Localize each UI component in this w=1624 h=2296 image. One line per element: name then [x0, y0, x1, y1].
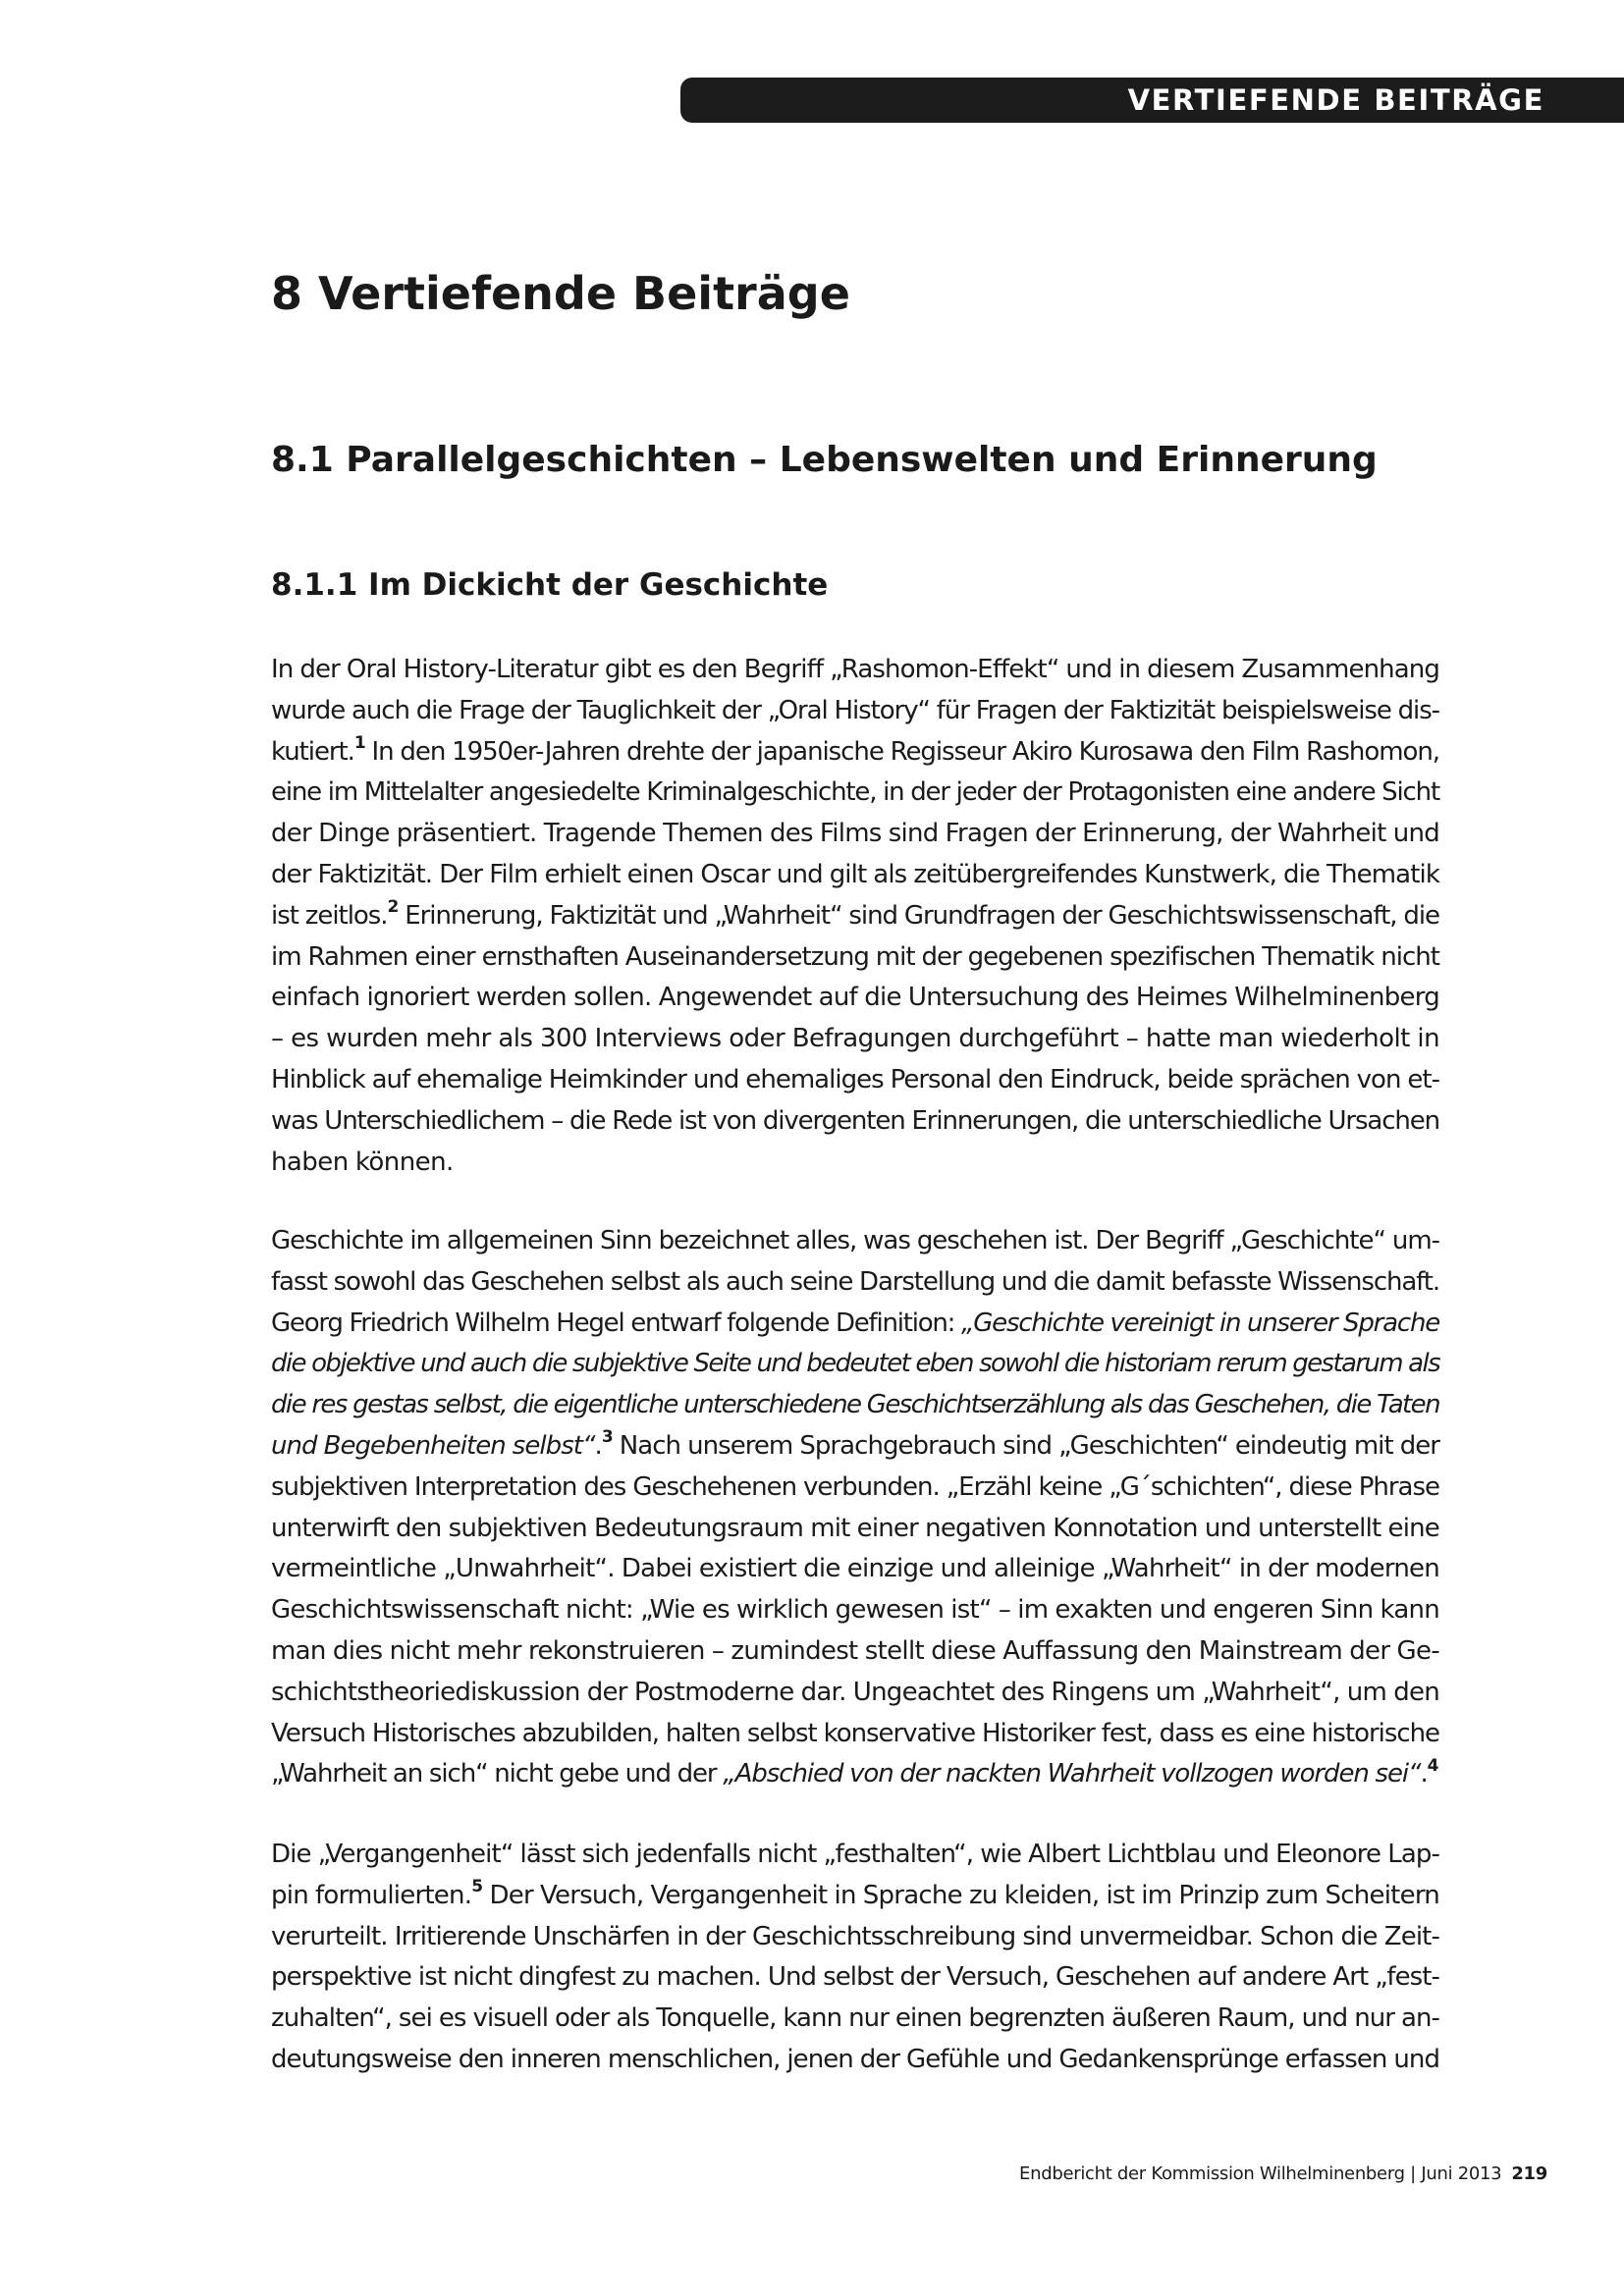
text-line: [271, 732, 1439, 774]
text-line: einfach ignoriert werden sollen. Angewendet auf die Untersuchung des Heimes Wilhelminenberg: [271, 983, 1439, 1013]
text-line: [271, 1754, 1439, 1795]
text-line: vermeintliche „Unwahrheit“. Dabei existiert die einzige und alleinige „Wahrheit“ in der modernen: [271, 1554, 1439, 1584]
quote-line: die res gestas selbst, die eigentliche unterschiedene Geschichtserzählung als das Geschehen, die Taten: [271, 1390, 1439, 1420]
footnote-marker[interactable]: 5: [471, 1877, 483, 1897]
footnote-marker[interactable]: 1: [353, 732, 365, 753]
text-line: der Faktizität. Der Film erhielt einen Oscar und gilt als zeitübergreifendes Kunstwerk, die Thematik: [271, 859, 1439, 889]
text-line: Die „Vergangenheit“ lässt sich jedenfalls nicht „festhalten“, wie Albert Lichtblau und Eleonore Lap-: [271, 1840, 1439, 1869]
text-line: haben können.: [271, 1147, 454, 1177]
text-line: was Unterschiedlichem – die Rede ist von divergenten Erinnerungen, die unterschiedliche Ursachen: [271, 1105, 1439, 1136]
paragraph-rashomon: [271, 650, 1439, 1183]
text-line: man dies nicht mehr rekonstruieren – zumindest stellt diese Auffassung den Mainstream der Ge-: [271, 1635, 1439, 1666]
text-line: [271, 1876, 1439, 1917]
chapter-title: 8 Vertiefende Beiträge: [271, 267, 850, 320]
text-line: In der Oral History-Literatur gibt es den Begriff „Rashomon-Effekt“ und in diesem Zusammenhang: [271, 655, 1439, 684]
text-fragment: .: [594, 1430, 602, 1461]
text-fragment: Erinnerung, Faktizität und „Wahrheit“ sind Grundfragen der Geschichtswissenschaft, die: [398, 900, 1439, 931]
text-fragment: .: [1420, 1759, 1428, 1789]
text-line: perspektive ist nicht dingfest zu machen. Und selbst der Versuch, Geschehen auf andere Art „fest-: [271, 1962, 1439, 1993]
text-line: subjektiven Interpretation des Geschehenen verbunden. „Erzähl keine „G´schichten“, diese Phrase: [271, 1471, 1439, 1502]
text-line: fasst sowohl das Geschehen selbst als auch seine Darstellung und die damit befasste Wissenschaft.: [271, 1266, 1439, 1297]
text-line: unterwirft den subjektiven Bedeutungsraum mit einer negativen Konnotation und unterstellt eine: [271, 1513, 1439, 1543]
text-line: schichtstheoriediskussion der Postmoderne dar. Ungeachtet des Ringens um „Wahrheit“, um den: [271, 1677, 1439, 1707]
text-line: [271, 1304, 1439, 1345]
text-line: Geschichte im allgemeinen Sinn bezeichnet alles, was geschehen ist. Der Begriff „Geschichte“ um-: [271, 1226, 1439, 1255]
subsection-title: 8.1.1 Im Dickicht der Geschichte: [271, 567, 829, 603]
footnote-marker[interactable]: 3: [601, 1427, 613, 1448]
paragraph-geschichte: [271, 1221, 1439, 1795]
text-fragment: „Wahrheit an sich“ nicht gebe und der: [271, 1759, 724, 1789]
quote-fragment: „Abschied von der nackten Wahrheit vollzogen worden sei“: [723, 1759, 1421, 1789]
text-line: eine im Mittelalter angesiedelte Kriminalgeschichte, in der jeder der Protagonisten eine andere Sicht: [271, 777, 1439, 808]
footnote-marker[interactable]: 2: [387, 897, 399, 918]
text-line: der Dinge präsentiert. Tragende Themen des Films sind Fragen der Erinnerung, der Wahrheit und: [271, 819, 1439, 849]
text-line: Geschichtswissenschaft nicht: „Wie es wirklich gewesen ist“ – im exakten und engeren Sinn kann: [271, 1595, 1439, 1626]
text-fragment: Nach unserem Sprachgebrauch sind „Geschichten“ eindeutig mit der: [612, 1430, 1440, 1461]
text-line: Versuch Historisches abzubilden, halten selbst konservative Historiker fest, dass es eine historische: [271, 1718, 1439, 1748]
publication-title: Endbericht der Kommission Wilhelminenberg | Juni 2013: [1019, 2163, 1502, 2184]
page-footer: [1019, 2160, 1547, 2189]
text-line: verurteilt. Irritierende Unschärfen in der Geschichtsschreibung sind unvermeidbar. Schon die Zeit-: [271, 1921, 1439, 1951]
text-line: im Rahmen einer ernsthaften Auseinandersetzung mit der gegebenen spezifischen Thematik nicht: [271, 941, 1439, 972]
text-line: [271, 1426, 1439, 1468]
page-number: 219: [1511, 2163, 1547, 2184]
text-fragment: Der Versuch, Vergangenheit in Sprache zu kleiden, ist im Prinzip zum Scheitern: [482, 1880, 1439, 1910]
running-header-title: VERTIEFENDE BEITRÄGE: [1127, 83, 1544, 117]
paragraph-vergangenheit: [271, 1835, 1439, 2081]
text-line: deutungsweise den inneren menschlichen, jenen der Gefühle und Gedankensprünge erfassen und: [271, 2044, 1439, 2074]
text-fragment: kutiert.: [271, 736, 354, 767]
text-line: Hinblick auf ehemalige Heimkinder und ehemaliges Personal den Eindruck, beide sprächen von et-: [271, 1064, 1439, 1095]
text-line: [271, 896, 1439, 937]
text-line: zuhalten“, sei es visuell oder als Tonquelle, kann nur einen begrenzten äußeren Raum, und nur an-: [271, 2003, 1439, 2034]
quote-fragment: und Begebenheiten selbst“: [271, 1430, 595, 1461]
text-line: wurde auch die Frage der Tauglichkeit der „Oral History“ für Fragen der Faktizität beispielsweise dis-: [271, 695, 1439, 725]
footnote-marker[interactable]: 4: [1427, 1755, 1438, 1776]
text-fragment: In den 1950er-Jahren drehte der japanische Regisseur Akiro Kurosawa den Film Rashomon,: [364, 736, 1439, 767]
quote-fragment: „Geschichte vereinigt in unserer Sprache: [960, 1308, 1439, 1338]
running-header-bar: [680, 78, 1624, 123]
text-line: – es wurden mehr als 300 Interviews oder Befragungen durchgeführt – hatte man wiederholt in: [271, 1024, 1439, 1054]
text-fragment: ist zeitlos.: [271, 900, 388, 931]
quote-line: die objektive und auch die subjektive Seite und bedeutet eben sowohl die historiam rerum gestarum als: [271, 1349, 1439, 1379]
text-fragment: Georg Friedrich Wilhelm Hegel entwarf folgende Definition:: [271, 1308, 961, 1338]
text-fragment: pin formulierten.: [271, 1880, 472, 1910]
section-title: 8.1 Parallelgeschichten – Lebenswelten und Erinnerung: [271, 440, 1378, 480]
